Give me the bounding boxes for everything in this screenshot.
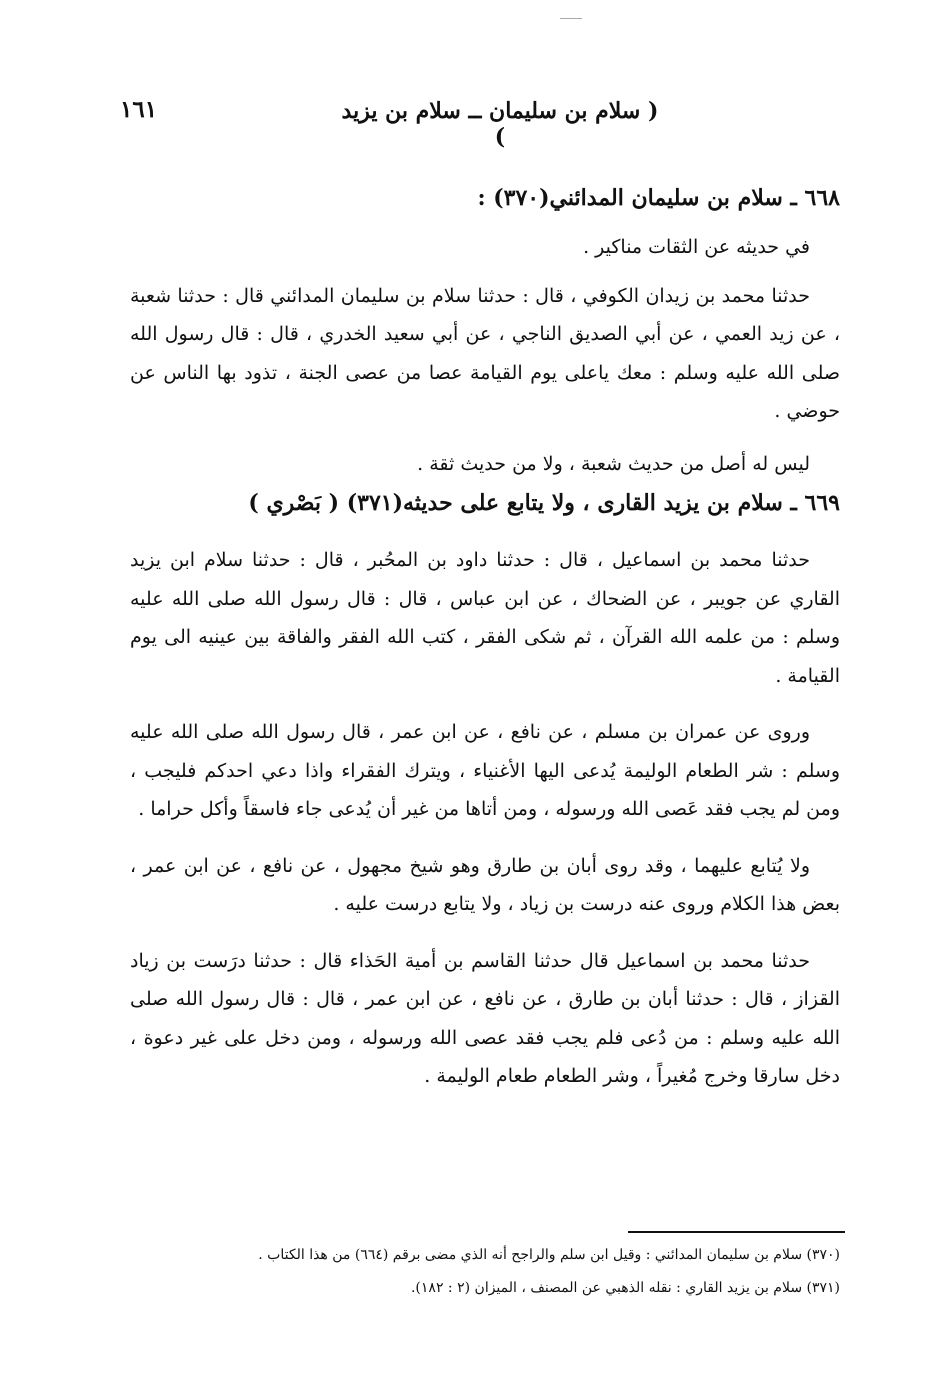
entry-668-paragraph-2: حدثنا محمد بن زيدان الكوفي ، قال : حدثنا سلام بن سليمان المدائني قال : حدثنا شعبة ، عن زيد العمي ، عن أبي الصديق الناجي ، عن أبي سعيد الخدري ، قال : قال رسول الله صلى الله عليه وسلم : معك ياعلى يوم القيامة عصا من عصى الجنة ، تذود بها الناس عن حوضي . — [130, 284, 840, 422]
entry-668-paragraph-3: ليس له أصل من حديث شعبة ، ولا من حديث ثقة . — [417, 452, 810, 475]
entry-669-paragraph-2: وروى عن عمران بن مسلم ، عن نافع ، عن ابن عمر ، قال رسول الله صلى الله عليه وسلم : شر الطعام الوليمة يُدعى اليها الأغنياء ، ويترك الفقراء واذا دعي احدكم فليجب ، ومن لم يجب فقد عَصى الله ورسوله ، ومن أتاها من غير أن يُدعى جاء فاسقاً وأكل حراما . — [130, 721, 840, 820]
page-number: ١٦١ — [120, 96, 158, 123]
entry-669-paragraph-1: حدثنا محمد بن اسماعيل ، قال : حدثنا داود بن المحُبر ، قال : حدثنا سلام ابن يزيد القاري عن جويبر ، عن الضحاك ، عن ابن عباس ، قال : قال رسول الله صلى الله عليه وسلم : من علمه الله القرآن ، ثم شكى الفقر ، كتب الله الفقر والفاقة بين عينيه الى يوم القيامة . — [130, 549, 840, 687]
main-text — [130, 178, 840, 1096]
entry-669-paragraph-4: حدثنا محمد بن اسماعيل قال حدثنا القاسم بن أمية الحَذاء قال : حدثنا درَست بن زياد القزاز ، قال : حدثنا أبان بن طارق ، عن نافع ، عن ابن عمر ، قال : قال رسول الله صلى الله عليه وسلم : من دُعى فلم يجب فقد عصى الله ورسوله ، ومن دخل على غير دعوة ، دخل سارقا وخرج مُغيراً ، وشر الطعام طعام الوليمة . — [130, 949, 840, 1087]
entry-heading-668: ٦٦٨ ـ سلام بن سليمان المدائني(٣٧٠) : — [477, 185, 840, 211]
top-mark — [560, 18, 582, 19]
footnotes — [140, 1242, 840, 1302]
footnote-371: (٣٧١) سلام بن يزيد القاري : نقله الذهبي عن المصنف ، الميزان (٢ : ١٨٢). — [410, 1280, 840, 1296]
entry-668-paragraph-1: في حديثه عن الثقات مناكير . — [583, 236, 810, 258]
entry-heading-669: ٦٦٩ ـ سلام بن يزيد القارى ، ولا يتابع على حديثه(٣٧١) ( بَصْري ) — [248, 490, 840, 516]
entry-669-paragraph-3: ولا يُتابع عليهما ، وقد روى أبان بن طارق وهو شيخ مجهول ، عن نافع ، عن ابن عمر ، بعض هذا الكلام وروى عنه درست بن زياد ، ولا يتابع درست عليه . — [130, 854, 840, 915]
footnote-separator — [628, 1231, 845, 1233]
running-title: ( سلام بن سليمان ــ سلام بن يزيد ) — [341, 98, 659, 150]
footnote-370: (٣٧٠) سلام بن سليمان المدائني : وقيل ابن سلم والراجح أنه الذي مضى برقم (٦٦٤) من هذا الكتاب . — [258, 1247, 840, 1263]
